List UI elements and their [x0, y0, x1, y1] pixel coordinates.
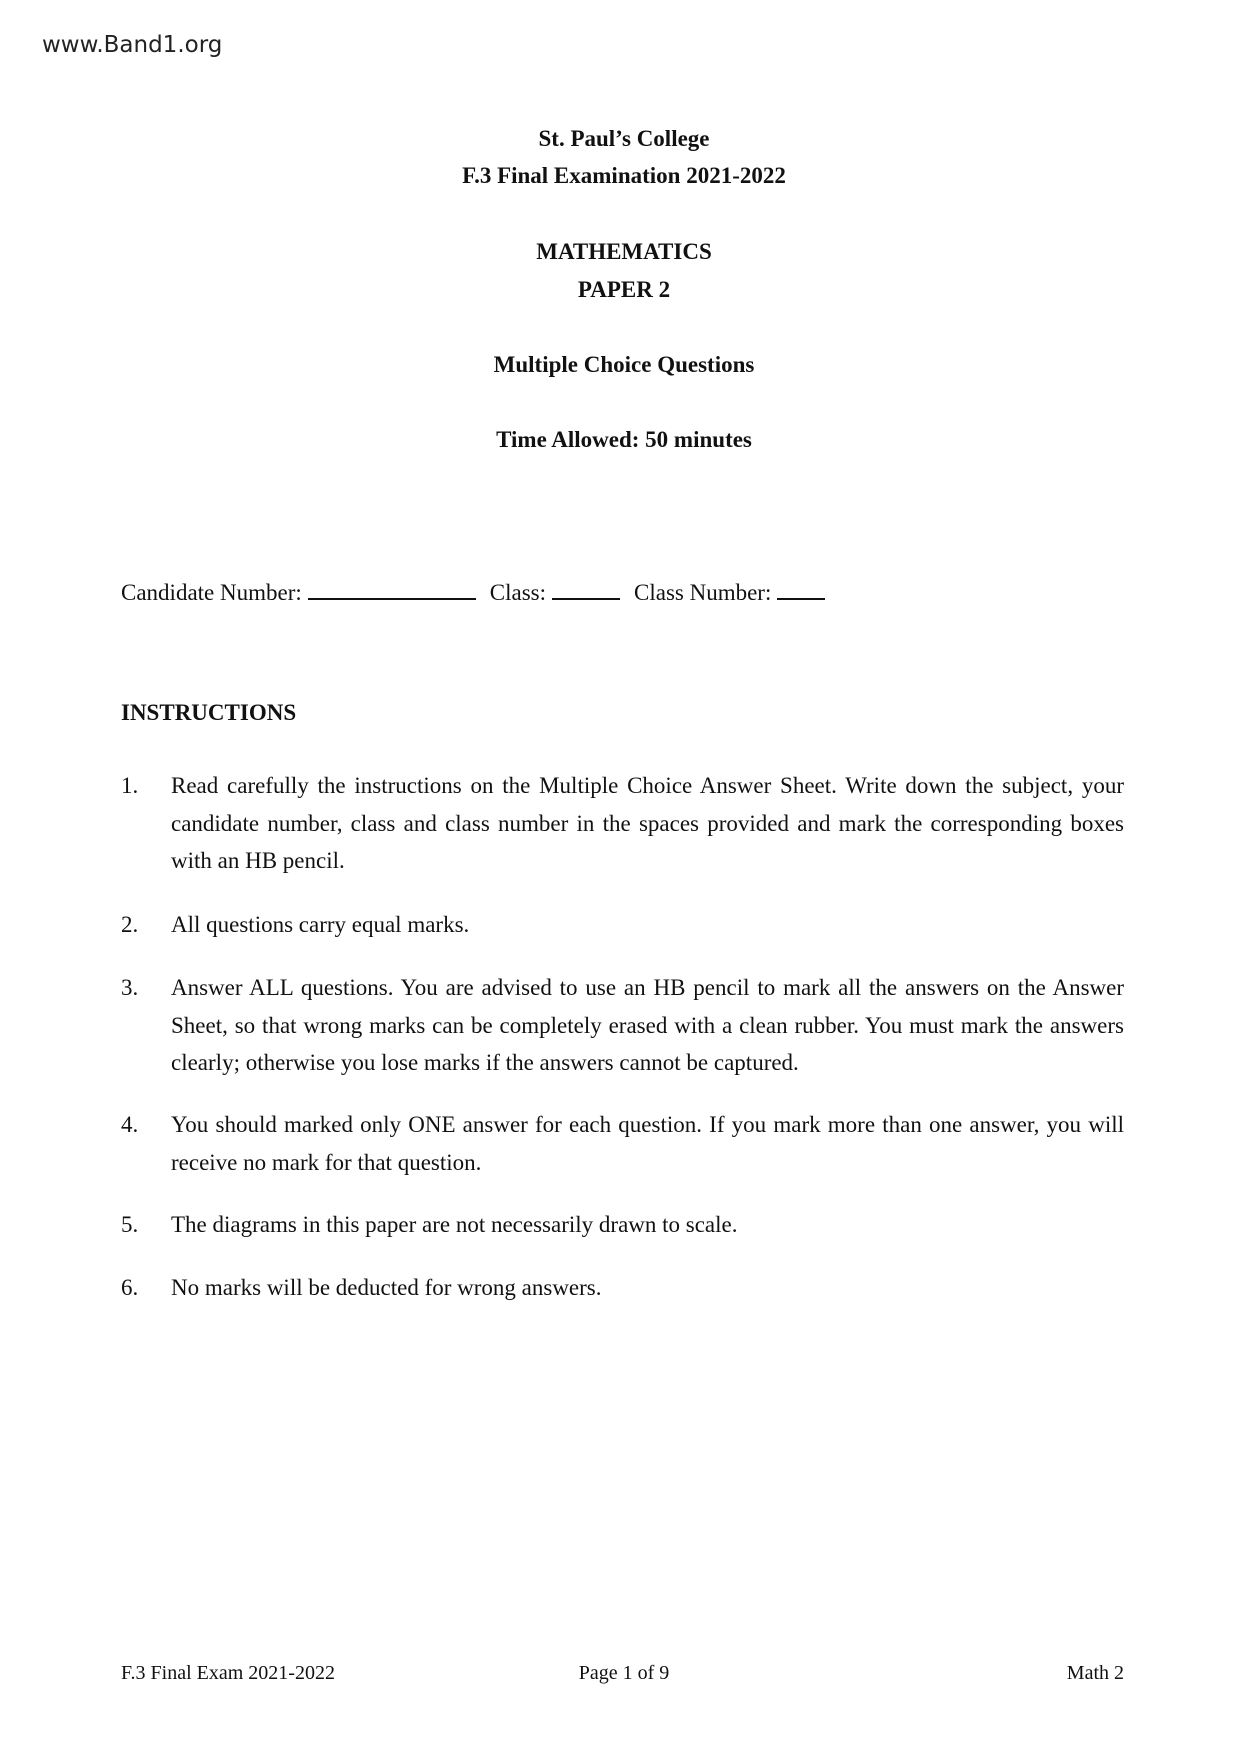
- class-number-label: Class Number:: [634, 580, 772, 605]
- class-label: Class:: [489, 580, 546, 605]
- candidate-fields: [121, 578, 839, 606]
- item-number: 6.: [121, 1275, 139, 1300]
- item-text: Answer ALL questions. You are advised to use an HB pencil to mark all the answers on the Answer Sheet, so that wrong marks can be completely erased with a clean rubber. You must mark the answers clearly; otherwise you lose marks if the answers cannot be captured.: [171, 975, 1124, 1075]
- class-blank[interactable]: [552, 578, 620, 600]
- item-number: 4.: [121, 1112, 139, 1137]
- paper-title: PAPER 2: [577, 277, 671, 302]
- time-allowed: Time Allowed: 50 minutes: [496, 427, 752, 452]
- item-text: The diagrams in this paper are not necessarily drawn to scale.: [171, 1212, 738, 1237]
- item-text: Read carefully the instructions on the Multiple Choice Answer Sheet. Write down the subject, your candidate number, class and class number in the spaces provided and mark the corresponding boxes with an HB pencil.: [171, 773, 1124, 873]
- footer-subject: Math 2: [1066, 1662, 1124, 1684]
- watermark: www.Band1.org: [42, 32, 223, 58]
- school-name: St. Paul’s College: [538, 126, 710, 151]
- candidate-number-blank[interactable]: [308, 578, 476, 600]
- instruction-item: [121, 906, 1124, 944]
- footer-page-number: Page 1 of 9: [578, 1662, 670, 1684]
- section-title: Multiple Choice Questions: [493, 352, 755, 377]
- item-number: 3.: [121, 975, 139, 1000]
- item-number: 5.: [121, 1212, 139, 1237]
- item-text: All questions carry equal marks.: [171, 912, 470, 937]
- instruction-item: [121, 969, 1124, 1082]
- instruction-item: [121, 1106, 1124, 1181]
- item-number: 2.: [121, 912, 139, 937]
- instruction-item: [121, 1269, 1124, 1307]
- item-number: 1.: [121, 773, 139, 798]
- exam-title: F.3 Final Examination 2021-2022: [462, 163, 786, 188]
- candidate-number-label: Candidate Number:: [121, 580, 302, 605]
- subject-title: MATHEMATICS: [536, 239, 712, 264]
- instruction-item: [121, 1206, 1124, 1244]
- footer-exam: F.3 Final Exam 2021-2022: [121, 1662, 335, 1684]
- item-text: You should marked only ONE answer for each question. If you mark more than one answer, you will receive no mark for that question.: [171, 1112, 1124, 1175]
- class-number-blank[interactable]: [777, 578, 825, 600]
- instruction-item: [121, 767, 1124, 880]
- item-text: No marks will be deducted for wrong answers.: [171, 1275, 602, 1300]
- instructions-heading: INSTRUCTIONS: [121, 700, 297, 725]
